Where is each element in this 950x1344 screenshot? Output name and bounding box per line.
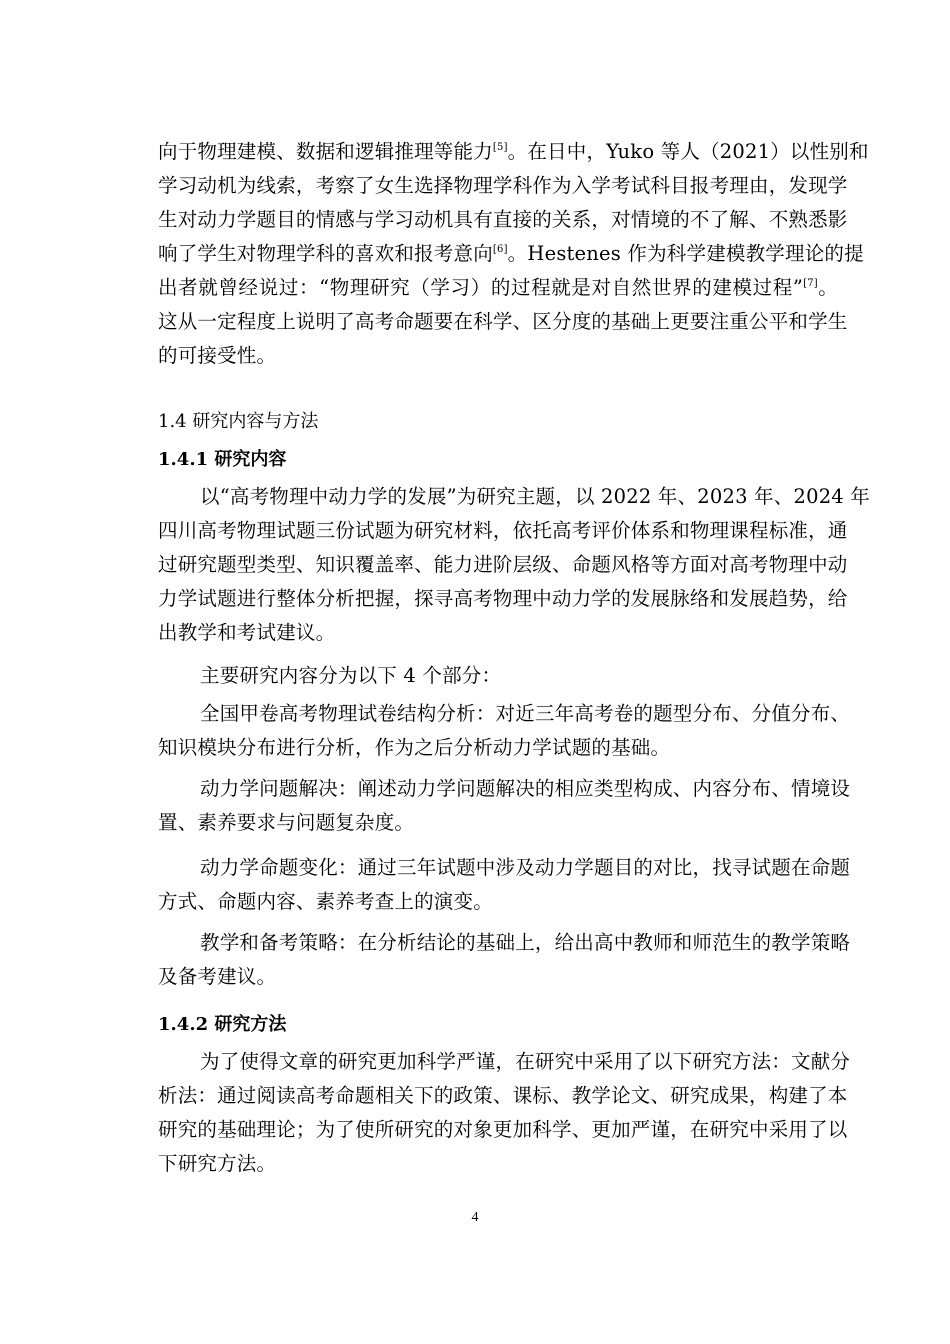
- text-span: 向于物理建模、数据和逻辑推理等能力: [158, 140, 493, 163]
- text-line: 过研究题型类型、知识覆盖率、能力进阶层级、命题风格等方面对高考物理中动: [158, 553, 848, 576]
- citation-ref[interactable]: [5]: [492, 142, 508, 153]
- text-line: 学习动机为线索，考察了女生选择物理学科作为入学考试科目报考理由，发现学: [158, 174, 848, 197]
- text-line: 方式、命题内容、素养考查上的演变。: [158, 890, 493, 913]
- text-line: 知识模块分布进行分析，作为之后分析动力学试题的基础。: [158, 736, 671, 759]
- text-line: 置、素养要求与问题复杂度。: [158, 811, 415, 834]
- text-line: [158, 135, 869, 169]
- text-line: 析法：通过阅读高考命题相关下的政策、课标、教学论文、研究成果，构建了本: [158, 1084, 848, 1107]
- text-line: [158, 271, 838, 305]
- text-line: 的可接受性。: [158, 344, 277, 367]
- text-line: 动力学问题解决：阐述动力学问题解决的相应类型构成、内容分布、情境设: [200, 777, 851, 800]
- citation-ref[interactable]: [6]: [492, 244, 508, 255]
- text-line: 以“高考物理中动力学的发展”为研究主题，以 2022 年、2023 年、2024 年: [200, 485, 871, 508]
- text-line: 出教学和考试建议。: [158, 621, 336, 644]
- text-span: 响了学生对物理学科的喜欢和报考意向: [158, 242, 493, 265]
- text-line: 全国甲卷高考物理试卷结构分析：对近三年高考卷的题型分布、分值分布、: [200, 702, 851, 725]
- section-heading-1-4: 1.4 研究内容与方法: [158, 411, 319, 432]
- text-line: 这从一定程度上说明了高考命题要在科学、区分度的基础上更要注重公平和学生: [158, 310, 848, 333]
- section-heading-1-4-1: 1.4.1 研究内容: [158, 449, 287, 470]
- text-line: 教学和备考策略：在分析结论的基础上，给出高中教师和师范生的教学策略: [200, 931, 851, 954]
- text-line: [158, 237, 864, 271]
- text-line: 为了使得文章的研究更加科学严谨，在研究中采用了以下研究方法：文献分: [200, 1050, 851, 1073]
- text-line: 下研究方法。: [158, 1152, 277, 1175]
- section-heading-1-4-2: 1.4.2 研究方法: [158, 1014, 287, 1035]
- page-number: 4: [471, 1210, 479, 1225]
- text-span: 出者就曾经说过：“物理研究（学习）的过程就是对自然世界的建模过程”: [158, 276, 804, 299]
- text-span: 。Hestenes 作为科学建模教学理论的提: [507, 242, 864, 265]
- text-line: 力学试题进行整体分析把握，探寻高考物理中动力学的发展脉络和发展趋势，给: [158, 587, 848, 610]
- research-parts-intro: 主要研究内容分为以下 4 个部分：: [200, 664, 502, 687]
- text-line: 动力学命题变化：通过三年试题中涉及动力学题目的对比，找寻试题在命题: [200, 856, 851, 879]
- citation-ref[interactable]: [7]: [803, 278, 818, 289]
- text-line: 及备考建议。: [158, 965, 277, 988]
- text-span: 。在日中，Yuko 等人（2021）以性别和: [507, 140, 869, 163]
- text-line: 四川高考物理试题三份试题为研究材料，依托高考评价体系和物理课程标准，通: [158, 519, 848, 542]
- text-line: 研究的基础理论；为了使所研究的对象更加科学、更加严谨，在研究中采用了以: [158, 1118, 848, 1141]
- text-line: 生对动力学题目的情感与学习动机具有直接的关系，对情境的不了解、不熟悉影: [158, 208, 848, 231]
- text-span: 。: [817, 276, 838, 299]
